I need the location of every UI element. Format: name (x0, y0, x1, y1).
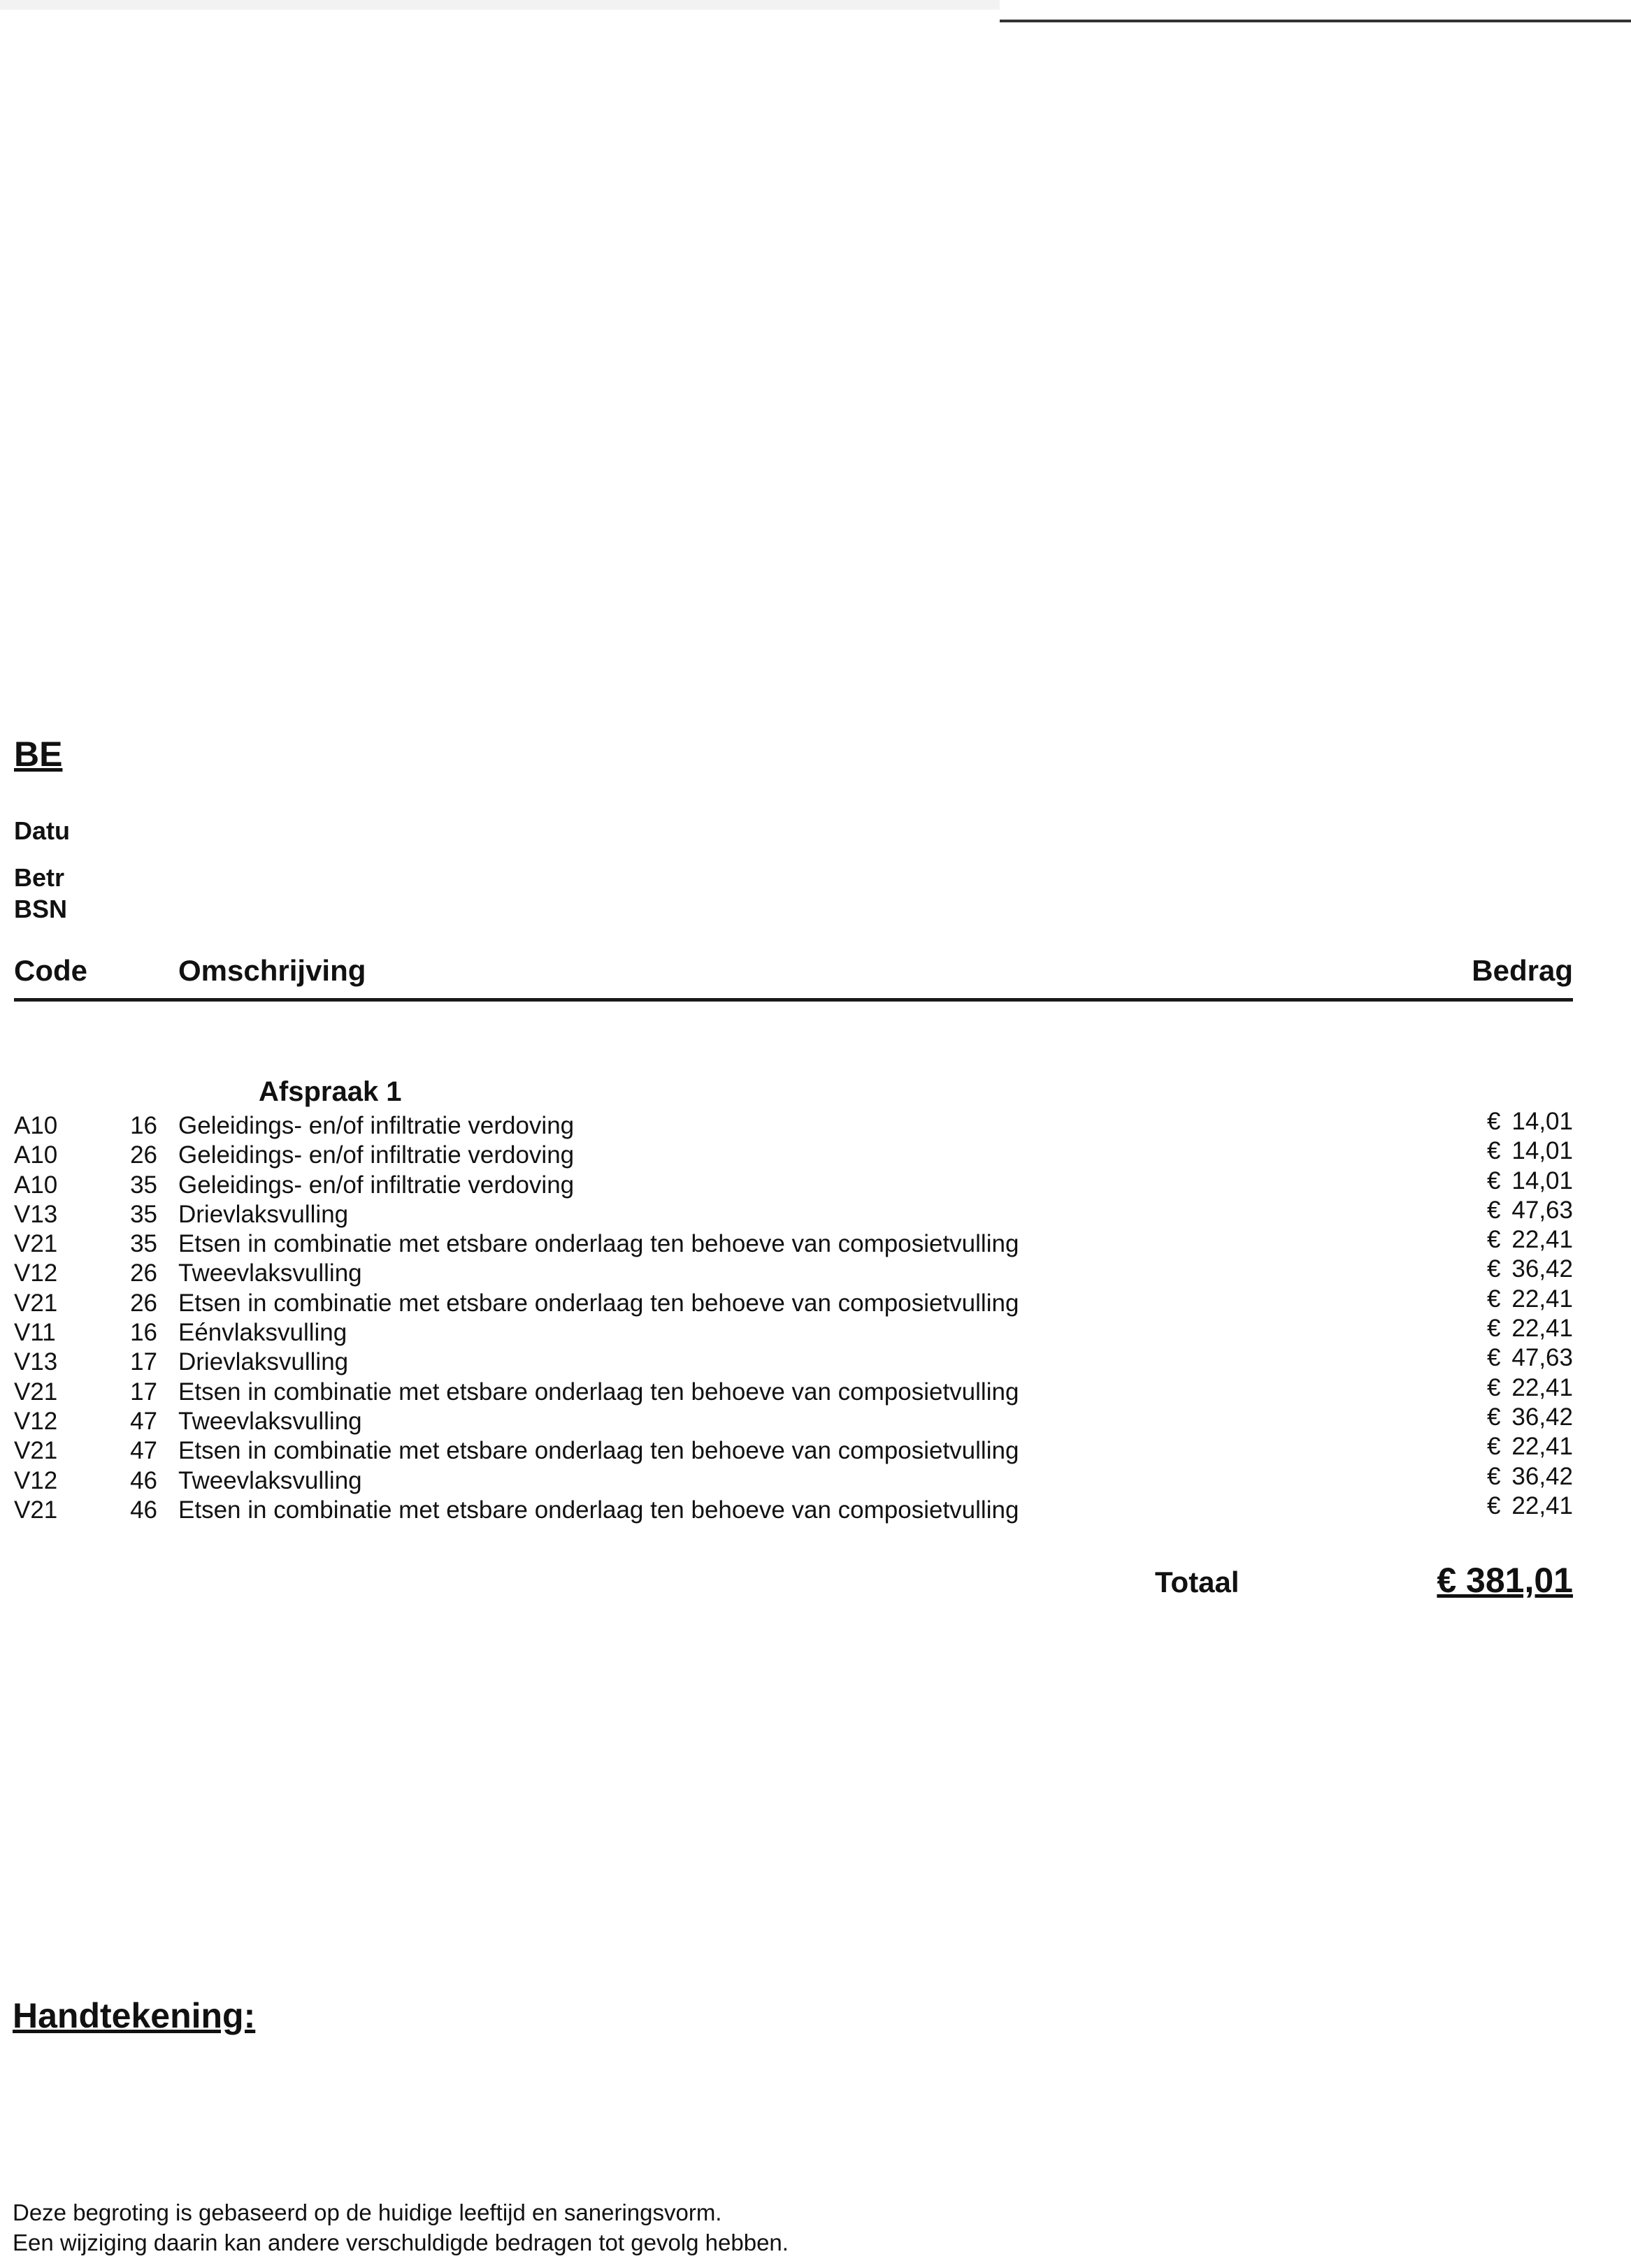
row-description: Tweevlaksvulling (178, 1259, 362, 1287)
row-description: Drievlaksvulling (178, 1348, 349, 1376)
row-currency: € (1486, 1226, 1501, 1254)
row-amount-value: 22,41 (1511, 1433, 1573, 1461)
row-code: A10 (14, 1141, 58, 1169)
row-amount (1487, 1491, 1573, 1521)
row-description: Geleidings- en/of infiltratie verdoving (178, 1141, 575, 1169)
row-description: Drievlaksvulling (178, 1200, 349, 1228)
row-currency: € (1486, 1462, 1501, 1490)
row-amount (1487, 1136, 1573, 1166)
row-description: Etsen in combinatie met etsbare onderlaag ten behoeve van composietvulling (178, 1496, 1019, 1524)
row-tooth: 35 (130, 1200, 157, 1228)
row-tooth: 47 (130, 1437, 157, 1465)
signature-label: Handtekening: (13, 1996, 256, 2035)
column-header-code: Code (14, 954, 87, 987)
row-tooth: 26 (130, 1289, 157, 1317)
table-row (14, 1226, 1573, 1259)
line-items (14, 1108, 1573, 1525)
row-amount-value: 14,01 (1511, 1137, 1573, 1165)
row-tooth: 35 (130, 1171, 157, 1199)
row-amount (1487, 1314, 1573, 1343)
footnote-line-1: Deze begroting is gebaseerd op de huidige leeftijd en saneringsvorm. (13, 2200, 722, 2225)
row-description: Tweevlaksvulling (178, 1466, 362, 1494)
row-tooth: 16 (130, 1112, 157, 1139)
row-amount (1487, 1225, 1573, 1255)
table-row (14, 1196, 1573, 1229)
meta-label-bsn: BSN (14, 895, 68, 923)
document-title: BE (14, 735, 63, 774)
row-code: V11 (14, 1319, 56, 1347)
table-row (14, 1403, 1573, 1436)
row-code: V13 (14, 1348, 58, 1376)
row-description: Etsen in combinatie met etsbare onderlaag ten behoeve van composietvulling (178, 1230, 1019, 1258)
page-top-edge (0, 0, 1000, 10)
row-amount-value: 36,42 (1511, 1403, 1573, 1431)
row-tooth: 46 (130, 1496, 157, 1524)
table-row (14, 1373, 1573, 1407)
row-tooth: 26 (130, 1259, 157, 1287)
row-code: V21 (14, 1496, 58, 1524)
row-code: V21 (14, 1230, 58, 1258)
header-divider (14, 998, 1573, 1002)
table-header (14, 954, 1573, 996)
row-currency: € (1486, 1373, 1501, 1401)
row-code: A10 (14, 1171, 58, 1199)
row-code: V13 (14, 1200, 58, 1228)
row-amount (1487, 1403, 1573, 1432)
table-row (14, 1315, 1573, 1348)
row-tooth: 47 (130, 1407, 157, 1435)
table-row (14, 1462, 1573, 1496)
row-amount (1487, 1166, 1573, 1196)
table-row (14, 1344, 1573, 1377)
row-description: Etsen in combinatie met etsbare onderlaag ten behoeve van composietvulling (178, 1378, 1019, 1406)
row-currency: € (1486, 1433, 1501, 1461)
row-description: Eénvlaksvulling (178, 1319, 347, 1347)
row-currency: € (1486, 1137, 1501, 1165)
row-amount (1487, 1107, 1573, 1136)
table-row (14, 1285, 1573, 1318)
row-amount (1487, 1255, 1573, 1284)
row-currency: € (1486, 1108, 1501, 1135)
row-tooth: 26 (130, 1141, 157, 1169)
row-amount-value: 14,01 (1511, 1166, 1573, 1194)
row-description: Geleidings- en/of infiltratie verdoving (178, 1171, 575, 1199)
row-currency: € (1486, 1315, 1501, 1343)
row-amount-value: 36,42 (1511, 1255, 1573, 1283)
row-amount (1487, 1285, 1573, 1314)
row-description: Etsen in combinatie met etsbare onderlaag ten behoeve van composietvulling (178, 1289, 1019, 1317)
appointment-title: Afspraak 1 (259, 1076, 402, 1107)
row-amount (1487, 1462, 1573, 1491)
row-code: V21 (14, 1378, 58, 1406)
row-code: V12 (14, 1466, 58, 1494)
row-currency: € (1486, 1255, 1501, 1283)
row-tooth: 16 (130, 1319, 157, 1347)
row-description: Tweevlaksvulling (178, 1407, 362, 1435)
meta-label-concerning: Betr (14, 863, 65, 892)
table-row (14, 1166, 1573, 1200)
row-currency: € (1486, 1196, 1501, 1224)
top-rule (1000, 20, 1631, 22)
row-code: V12 (14, 1259, 58, 1287)
row-amount-value: 22,41 (1511, 1226, 1573, 1254)
column-header-description: Omschrijving (178, 954, 366, 987)
row-amount (1487, 1432, 1573, 1461)
total-value: € 381,01 (1437, 1561, 1573, 1600)
row-amount (1487, 1196, 1573, 1225)
row-currency: € (1486, 1491, 1501, 1519)
table-row (14, 1491, 1573, 1525)
row-tooth: 46 (130, 1466, 157, 1494)
row-amount (1487, 1373, 1573, 1403)
row-tooth: 35 (130, 1230, 157, 1258)
table-row (14, 1137, 1573, 1170)
row-amount-value: 14,01 (1511, 1108, 1573, 1135)
table-row (14, 1255, 1573, 1288)
row-code: V21 (14, 1437, 58, 1465)
row-description: Etsen in combinatie met etsbare onderlaag ten behoeve van composietvulling (178, 1437, 1019, 1465)
meta-label-date: Datu (14, 816, 70, 845)
row-amount (1487, 1343, 1573, 1373)
row-code: V21 (14, 1289, 58, 1317)
row-currency: € (1486, 1344, 1501, 1372)
row-amount-value: 47,63 (1511, 1196, 1573, 1224)
row-amount-value: 22,41 (1511, 1373, 1573, 1401)
row-amount-value: 22,41 (1511, 1285, 1573, 1313)
table-row (14, 1433, 1573, 1466)
row-tooth: 17 (130, 1378, 157, 1406)
row-currency: € (1486, 1166, 1501, 1194)
row-amount-value: 47,63 (1511, 1344, 1573, 1372)
row-currency: € (1486, 1285, 1501, 1313)
row-tooth: 17 (130, 1348, 157, 1376)
row-amount-value: 36,42 (1511, 1462, 1573, 1490)
row-currency: € (1486, 1403, 1501, 1431)
table-row (14, 1108, 1573, 1141)
column-header-amount: Bedrag (1472, 954, 1573, 987)
row-code: A10 (14, 1112, 58, 1139)
footnote-line-2: Een wijziging daarin kan andere verschuldigde bedragen tot gevolg hebben. (13, 2230, 789, 2255)
row-code: V12 (14, 1407, 58, 1435)
row-amount-value: 22,41 (1511, 1491, 1573, 1519)
total-label: Totaal (1155, 1566, 1240, 1598)
row-amount-value: 22,41 (1511, 1315, 1573, 1343)
row-description: Geleidings- en/of infiltratie verdoving (178, 1112, 575, 1139)
